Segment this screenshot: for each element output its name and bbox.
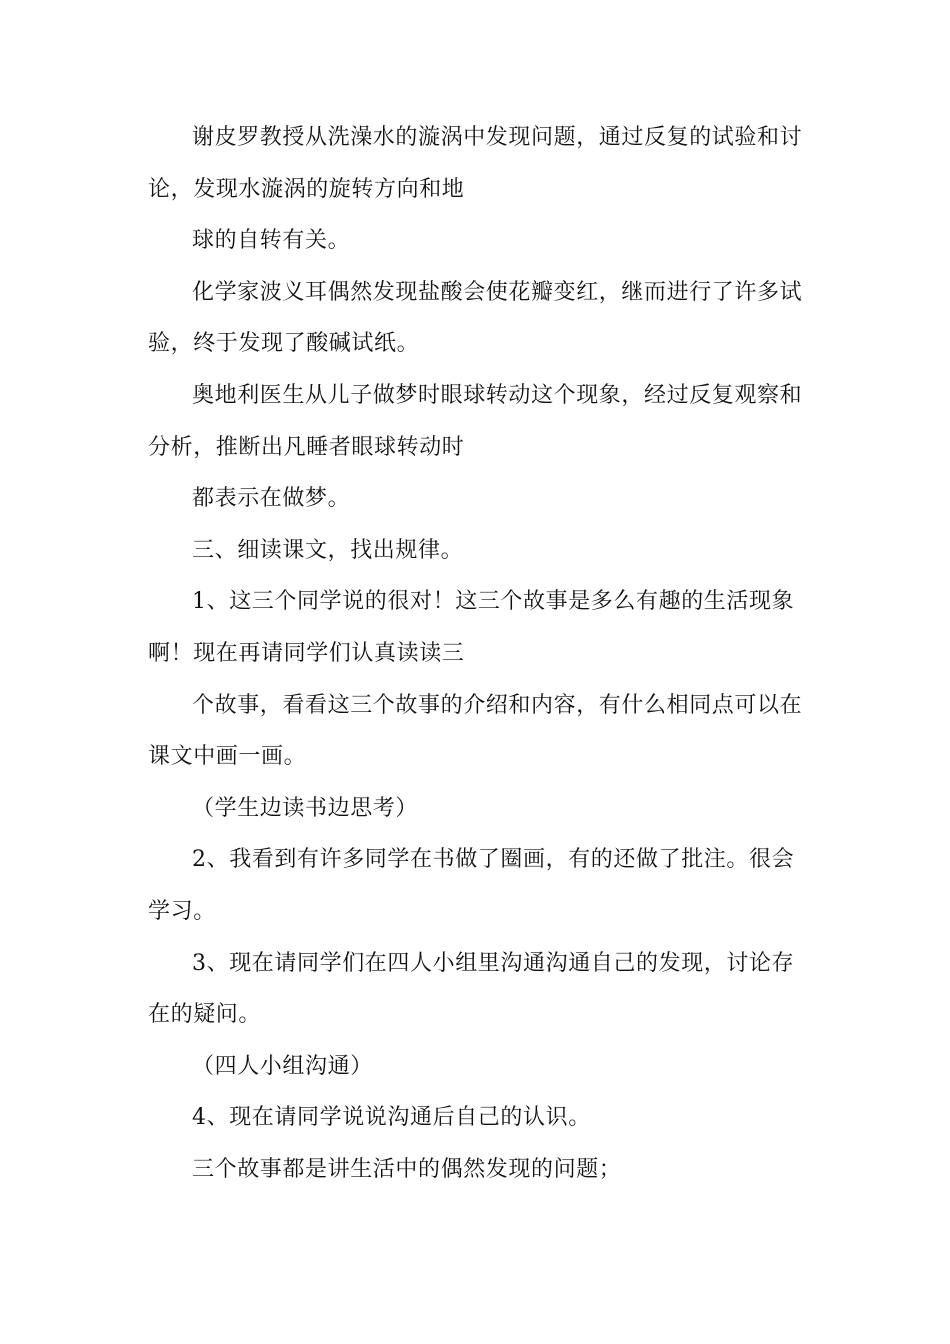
text-line: 课文中画一画。 <box>148 744 307 770</box>
text-line: 个故事，看看这三个故事的介绍和内容，有什么相同点可以在 <box>192 692 803 718</box>
text-line: 在的疑问。 <box>148 1002 262 1028</box>
text-line: 论，发现水漩涡的旋转方向和地 <box>148 176 465 202</box>
text-line: 4、现在请同学说说沟通后自己的认识。 <box>192 1105 591 1131</box>
body-text <box>148 112 808 1195</box>
text-line: 1、这三个同学说的很对！这三个故事是多么有趣的生活现象 <box>192 589 795 615</box>
text-line: 3、现在请同学们在四人小组里沟通沟通自己的发现，讨论存 <box>192 950 795 976</box>
text-line: 奥地利医生从儿子做梦时眼球转动这个现象，经过反复观察和 <box>192 382 803 408</box>
text-line: 啊！现在再请同学们认真读读三 <box>148 640 465 666</box>
text-line: 三个故事都是讲生活中的偶然发现的问题； <box>192 1156 622 1182</box>
text-line: （四人小组沟通） <box>192 1053 373 1079</box>
text-line: 球的自转有关。 <box>192 228 351 254</box>
text-line: 化学家波义耳偶然发现盐酸会使花瓣变红，继而进行了许多试 <box>192 279 803 305</box>
text-line: （学生边读书边思考） <box>192 795 419 821</box>
text-line: 分析，推断出凡睡者眼球转动时 <box>148 434 465 460</box>
text-line: 谢皮罗教授从洗澡水的漩涡中发现问题，通过反复的试验和讨 <box>192 125 803 150</box>
text-line: 2、我看到有许多同学在书做了圈画，有的还做了批注。很会 <box>192 847 795 873</box>
text-line: 都表示在做梦。 <box>192 486 351 512</box>
text-line: 学习。 <box>148 898 216 924</box>
text-line: 验，终于发现了酸碱试纸。 <box>148 331 420 357</box>
section-heading: 三、细读课文，找出规律。 <box>192 537 464 563</box>
